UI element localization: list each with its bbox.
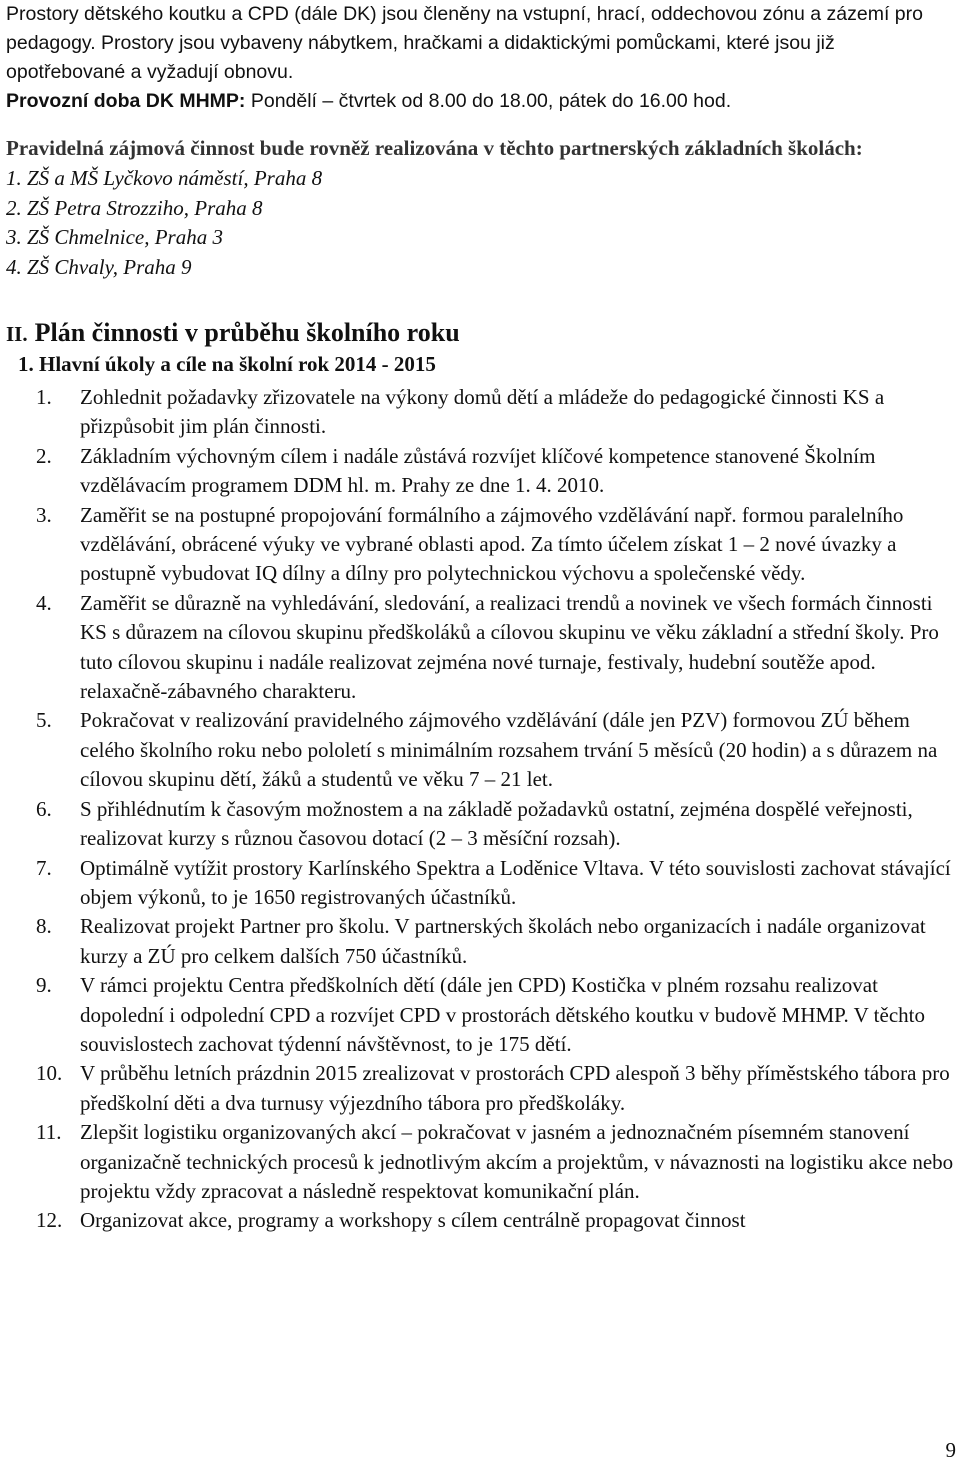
task-item xyxy=(6,1118,954,1206)
task-number: 4. xyxy=(36,590,52,615)
task-number: 1. xyxy=(36,385,52,409)
task-number: 6. xyxy=(36,796,52,821)
task-item xyxy=(6,1206,954,1235)
task-text: Zaměřit se na postupné propojování formálního a zájmového vzdělávání např. formou paralelního vzdělávání, obrácené výuky ve vybrané oblasti apod. Za tímto účelem získat 1 – 2 nové úvazky a postupně vybudovat IQ dílny a dílny pro polytechnickou výchovu a společenské vědy. xyxy=(80,502,904,586)
partner-school-item: 2. ZŠ Petra Strozziho, Praha 8 xyxy=(6,195,263,220)
partner-school-item: 3. ZŠ Chmelnice, Praha 3 xyxy=(6,225,223,249)
task-text: S přihlédnutím k časovým možnostem a na základě požadavků ostatní, zejména dospělé veřejnosti, realizovat kurzy s různou časovou dotací (2 – 3 měsíční rozsah). xyxy=(80,796,913,851)
task-number: 10. xyxy=(36,1061,63,1086)
task-item xyxy=(6,501,954,589)
document-page xyxy=(6,0,954,1236)
task-item xyxy=(6,854,954,913)
task-number: 9. xyxy=(36,973,52,998)
section-number: II. xyxy=(6,322,28,346)
task-item xyxy=(6,706,954,794)
task-text: V rámci projektu Centra předškolních dětí (dále jen CPD) Kostička v plném rozsahu realizovat dopolední i odpolední CPD a rozvíjet CPD v prostorách dětského koutku v budově MHMP. V těchto souvislostech zachovat týdenní návštěvnost, to je 175 dětí. xyxy=(80,973,925,1056)
partner-school-item: 4. ZŠ Chvaly, Praha 9 xyxy=(6,254,192,279)
task-item xyxy=(6,383,954,442)
partner-schools-heading: Pravidelná zájmová činnost bude rovněž realizována v těchto partnerských základních školách: xyxy=(6,136,863,160)
task-number: 3. xyxy=(36,502,52,527)
partner-schools-list xyxy=(6,164,954,282)
task-text: V průběhu letních prázdnin 2015 zrealizovat v prostorách CPD alespoň 3 běhy příměstského tábora pro předškolní děti a dva turnusy výjezdního tábora pro předškoláky. xyxy=(80,1061,950,1115)
partner-school-item: 1. ZŠ a MŠ Lyčkovo náměstí, Praha 8 xyxy=(6,166,323,190)
task-item xyxy=(6,912,954,971)
task-list xyxy=(6,383,954,1236)
page-number: 9 xyxy=(945,1438,956,1462)
task-number: 7. xyxy=(36,855,52,880)
section-title: Plán činnosti v průběhu školního roku xyxy=(34,318,460,347)
opening-hours-label: Provozní doba DK MHMP: xyxy=(6,90,246,112)
opening-hours xyxy=(6,87,954,116)
intro-paragraph: Prostory dětského koutku a CPD (dále DK) jsou členěny na vstupní, hrací, oddechovou zónu a zázemí pro pedagogy. Prostory jsou vybaveny nábytkem, hračkami a didaktickými pomůckami, které jsou již opotřebované a vyžadují obnovu. xyxy=(6,3,923,83)
task-item xyxy=(6,589,954,707)
task-text: Zaměřit se důrazně na vyhledávání, sledování, a realizaci trendů a novinek ve všech formách činnosti KS s důrazem na cílovou skupinu předškoláků a cílovou skupinu ve věku základní a střední školy. Pro tuto cílovou skupinu i nadále realizovat zejména nové turnaje, festivaly, hudební soutěže apod. relaxačně-zábavného charakteru. xyxy=(80,590,939,704)
task-text: Zohlednit požadavky zřizovatele na výkony domů dětí a mládeže do pedagogické činnosti KS a přizpůsobit jim plán činnosti. xyxy=(80,385,885,439)
task-item xyxy=(6,442,954,501)
task-number: 8. xyxy=(36,914,52,939)
task-text: Pokračovat v realizování pravidelného zájmového vzdělávání (dále jen PZV) formovou ZÚ během celého školního roku nebo pololetí s minimálním rozsahem trvání 5 měsíců (20 hodin) a s důrazem na cílovou skupinu dětí, žáků a studentů ve věku 7 – 21 let. xyxy=(80,708,938,792)
section-heading xyxy=(6,318,954,349)
task-text: Základním výchovným cílem i nadále zůstává rozvíjet klíčové kompetence stanovené Školním vzdělávacím programem DDM hl. m. Prahy ze dne 1. 4. 2010. xyxy=(80,443,876,498)
task-item xyxy=(6,971,954,1059)
task-number: 11. xyxy=(36,1120,62,1145)
task-number: 2. xyxy=(36,443,52,468)
task-text: Optimálně vytížit prostory Karlínského Spektra a Loděnice Vltava. V této souvislosti zachovat stávající objem výkonů, to je 1650 registrovaných účastníků. xyxy=(80,855,951,909)
task-number: 5. xyxy=(36,708,52,733)
task-text: Organizovat akce, programy a workshopy s cílem centrálně propagovat činnost xyxy=(80,1208,746,1233)
intro-section xyxy=(6,0,954,116)
opening-hours-value: Pondělí – čtvrtek od 8.00 do 18.00, pátek do 16.00 hod. xyxy=(245,90,732,112)
task-item xyxy=(6,795,954,854)
task-text: Zlepšit logistiku organizovaných akcí – pokračovat v jasném a jednoznačném písemném stanovení organizačně technických procesů k jednotlivým akcím a projektům, v návaznosti na logistiku akce nebo projektu vždy zpracovat a následně respektovat komunikační plán. xyxy=(80,1120,954,1203)
subsection-heading: 1. Hlavní úkoly a cíle na školní rok 2014 - 2015 xyxy=(18,352,436,376)
task-item xyxy=(6,1059,954,1118)
task-number: 12. xyxy=(36,1208,63,1233)
task-text: Realizovat projekt Partner pro školu. V partnerských školách nebo organizacích i nadále organizovat kurzy a ZÚ pro celkem dalších 750 účastníků. xyxy=(80,914,926,968)
